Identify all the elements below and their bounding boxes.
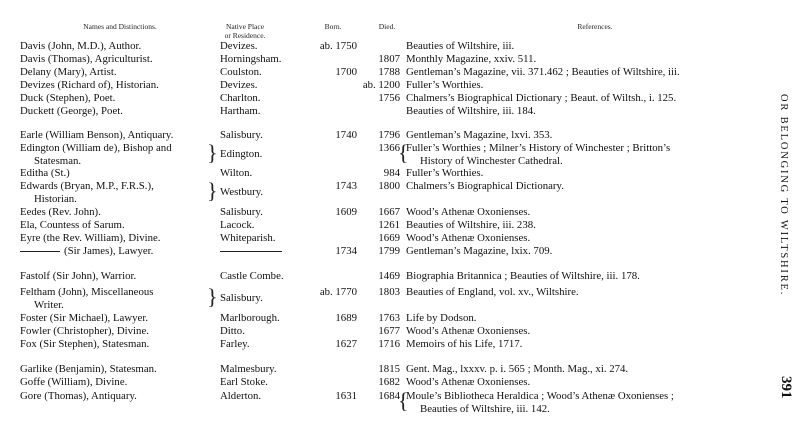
entry-born: 1740	[335, 129, 357, 141]
entry-name	[20, 338, 216, 351]
entry-reference-text: Beauties of Wiltshire, iii. 184.	[406, 105, 536, 117]
entry-born: 1734	[335, 245, 357, 257]
entry-name-text: Edwards (Bryan, M.P., F.R.S.),	[20, 180, 154, 192]
entry-died: 1803	[378, 286, 400, 298]
entry-died: ab. 1200	[362, 79, 400, 91]
entry-name-text: Delany (Mary), Artist.	[20, 66, 117, 78]
entry-native-place: Malmesbury.	[220, 363, 277, 375]
entry-name	[20, 286, 216, 311]
entry-name	[20, 167, 216, 180]
header-names	[40, 22, 200, 31]
entry-name-text: Foster (Sir Michael), Lawyer.	[20, 312, 149, 324]
entry-name-text: Devizes (Richard of), Historian.	[20, 79, 159, 91]
entry-reference-text: Biographia Britannica ; Beauties of Wiltshire, iii. 178.	[406, 270, 640, 282]
entry-reference-text: Beauties of Wiltshire, iii.	[406, 40, 515, 52]
header-native-place	[210, 22, 280, 40]
entry-name-continued: Historian.	[34, 192, 77, 205]
entry-references	[406, 286, 766, 299]
entry-name-text: Fowler (Christopher), Divine.	[20, 325, 149, 337]
entry-native-place: Devizes.	[220, 79, 258, 91]
entry-name-text: Fox (Sir Stephen), Statesman.	[20, 338, 150, 350]
brace-mark: {	[398, 388, 409, 413]
brace-mark: }	[207, 140, 218, 165]
entry-name	[20, 206, 216, 219]
entry-reference-text: Fuller’s Worthies.	[406, 79, 484, 91]
entry-name-text: Davis (Thomas), Agriculturist.	[20, 53, 153, 65]
entry-name-text: Eyre (the Rev. William), Divine.	[20, 232, 161, 244]
entry-reference-text: Life by Dodson.	[406, 312, 477, 324]
entry-references	[406, 53, 766, 66]
entry-reference-continued: History of Winchester Cathedral.	[420, 154, 563, 167]
entry-native-place: Charlton.	[220, 92, 261, 104]
entry-references	[406, 66, 766, 79]
entry-references	[406, 40, 766, 53]
entry-died: 1261	[378, 219, 400, 231]
entry-reference-text: Moule’s Bibliotheca Heraldica ; Wood’s Athenæ Oxonienses ;	[406, 390, 674, 402]
entry-died: 984	[383, 167, 400, 179]
entry-name-text: (Sir James), Lawyer.	[64, 245, 154, 257]
entry-native-place: Westbury.	[220, 186, 264, 198]
entry-name	[20, 363, 216, 376]
header-names-line: Names and Distinctions.	[83, 22, 157, 31]
entry-born: 1689	[335, 312, 357, 324]
entry-born: 1627	[335, 338, 357, 350]
entry-references	[406, 338, 766, 351]
entry-references	[406, 105, 766, 118]
entry-reference-text: Wood’s Athenæ Oxonienses.	[406, 376, 531, 388]
entry-references	[406, 79, 766, 92]
entry-name	[20, 376, 216, 389]
entry-reference-continued: Beauties of Wiltshire, iii. 142.	[420, 402, 550, 415]
entry-name-text: Gore (Thomas), Antiquary.	[20, 390, 137, 402]
entry-name	[20, 232, 216, 245]
entry-reference-text: Fuller’s Worthies ; Milner’s History of Winchester ; Britton’s	[406, 142, 671, 154]
entry-born: 1631	[335, 390, 357, 402]
entry-native-place: Castle Combe.	[220, 270, 284, 282]
header-references: References.	[577, 22, 613, 31]
entry-name-text: Fastolf (Sir John), Warrior.	[20, 270, 137, 282]
entry-name-text: Goffe (William), Divine.	[20, 376, 128, 388]
entry-reference-text: Wood’s Athenæ Oxonienses.	[406, 325, 531, 337]
entry-references	[406, 270, 766, 283]
entry-born: ab. 1770	[319, 286, 357, 298]
entry-died: 1469	[378, 270, 400, 282]
entry-died: 1684	[378, 390, 400, 402]
entry-name	[20, 105, 216, 118]
entry-reference-text: Wood’s Athenæ Oxonienses.	[406, 206, 531, 218]
entry-reference-text: Gent. Mag., lxxxv. p. i. 565 ; Month. Mag., xi. 274.	[406, 363, 629, 375]
entry-reference-text: Chalmers’s Biographical Dictionary.	[406, 180, 564, 192]
entry-died: 1788	[378, 66, 400, 78]
entry-references	[406, 92, 766, 105]
entry-references	[406, 219, 766, 232]
entry-name	[20, 40, 216, 53]
entry-born: 1609	[335, 206, 357, 218]
entry-died: 1799	[378, 245, 400, 257]
entry-name-text: Edington (William de), Bishop and	[20, 142, 172, 154]
entry-native-place: Salisbury.	[220, 129, 263, 141]
entry-references	[406, 129, 766, 142]
entry-native-place: Farley.	[220, 338, 250, 350]
entry-references	[406, 167, 766, 180]
entry-references	[406, 180, 766, 193]
entry-references	[406, 312, 766, 325]
entry-died: 1677	[378, 325, 400, 337]
entry-native-place: Ditto.	[220, 325, 245, 337]
entry-name	[20, 92, 216, 105]
entry-native-place: Coulston.	[220, 66, 262, 78]
entry-reference-text: Memoirs of his Life, 1717.	[406, 338, 523, 350]
brace-mark: }	[207, 178, 218, 203]
entry-native-place: Devizes.	[220, 40, 258, 52]
entry-references	[406, 232, 766, 245]
entry-reference-text: Monthly Magazine, xxiv. 511.	[406, 53, 537, 65]
entry-native-place: Whiteparish.	[220, 232, 276, 244]
entry-reference-text: Wood’s Athenæ Oxonienses.	[406, 232, 531, 244]
entry-references	[406, 390, 766, 415]
brace-mark: }	[207, 284, 218, 309]
header-native-line-1: Native Place	[225, 22, 265, 31]
entry-native-place: Alderton.	[220, 390, 262, 402]
entry-name	[20, 66, 216, 79]
entry-died: 1815	[378, 363, 400, 375]
entry-reference-text: Gentleman’s Magazine, vii. 371.462 ; Beauties of Wiltshire, iii.	[406, 66, 680, 78]
entry-name-text: Duck (Stephen), Poet.	[20, 92, 116, 104]
entry-died: 1807	[378, 53, 400, 65]
entry-name-text: Feltham (John), Miscellaneous	[20, 286, 154, 298]
brace-mark: {	[398, 140, 409, 165]
entry-reference-text: Beauties of England, vol. xv., Wiltshire.	[406, 286, 579, 298]
entry-died: 1667	[378, 206, 400, 218]
entry-references	[406, 206, 766, 219]
entry-native-place: Hartham.	[220, 105, 261, 117]
page-number: 391	[778, 376, 794, 399]
entry-died: 1800	[378, 180, 400, 192]
entry-references	[406, 245, 766, 258]
header-native-line-2: or Residence.	[224, 31, 266, 40]
entry-native-place: Horningsham.	[220, 53, 282, 65]
entry-name-text: Ela, Countess of Sarum.	[20, 219, 125, 231]
entry-name	[20, 312, 216, 325]
entry-name	[20, 142, 216, 167]
entry-name	[20, 270, 216, 283]
entry-name	[20, 53, 216, 66]
entry-name	[20, 129, 216, 142]
ditto-dash	[220, 251, 282, 252]
entry-died: 1756	[378, 92, 400, 104]
running-title: OR BELONGING TO WILTSHIRE.	[778, 94, 789, 297]
entry-born: 1743	[335, 180, 357, 192]
entry-native-place: Wilton.	[220, 167, 253, 179]
header-died: Died.	[378, 22, 396, 31]
entry-references	[406, 325, 766, 338]
entry-native-place: Lacock.	[220, 219, 255, 231]
entry-native-place: Earl Stoke.	[220, 376, 268, 388]
entry-died: 1669	[378, 232, 400, 244]
ditto-dash	[20, 251, 60, 252]
entry-reference-text: Gentleman’s Magazine, lxix. 709.	[406, 245, 553, 257]
entry-name-continued: Statesman.	[34, 154, 82, 167]
entry-died: 1366	[378, 142, 400, 154]
entry-name	[20, 325, 216, 338]
entry-name	[20, 219, 216, 232]
entry-born: 1700	[335, 66, 357, 78]
entry-native-place: Salisbury.	[220, 206, 263, 218]
entry-name	[20, 245, 216, 258]
entry-native-place: Marlborough.	[220, 312, 280, 324]
entry-died: 1763	[378, 312, 400, 324]
entry-died: 1716	[378, 338, 400, 350]
entry-name-text: Davis (John, M.D.), Author.	[20, 40, 142, 52]
entry-reference-text: Chalmers’s Biographical Dictionary ; Beaut. of Wiltsh., i. 125.	[406, 92, 677, 104]
entry-name-text: Garlike (Benjamin), Statesman.	[20, 363, 157, 375]
entry-name-continued: Writer.	[34, 298, 64, 311]
header-born: Born.	[324, 22, 342, 31]
entry-references	[406, 363, 766, 376]
entry-name-text: Earle (William Benson), Antiquary.	[20, 129, 174, 141]
entry-native-place: Salisbury.	[220, 292, 263, 304]
entry-references	[406, 376, 766, 389]
entry-born: ab. 1750	[319, 40, 357, 52]
entry-name	[20, 180, 216, 205]
entry-name	[20, 390, 216, 403]
entry-references	[406, 142, 766, 167]
entry-name-text: Duckett (George), Poet.	[20, 105, 123, 117]
entry-reference-text: Fuller’s Worthies.	[406, 167, 484, 179]
page-margin	[776, 0, 796, 440]
entry-name-text: Editha (St.)	[20, 167, 70, 179]
entry-name	[20, 79, 216, 92]
entry-name-text: Eedes (Rev. John).	[20, 206, 101, 218]
entry-native-place: Edington.	[220, 148, 263, 160]
entry-died: 1682	[378, 376, 400, 388]
entry-died: 1796	[378, 129, 400, 141]
entry-reference-text: Gentleman’s Magazine, lxvi. 353.	[406, 129, 553, 141]
entry-reference-text: Beauties of Wiltshire, iii. 238.	[406, 219, 536, 231]
